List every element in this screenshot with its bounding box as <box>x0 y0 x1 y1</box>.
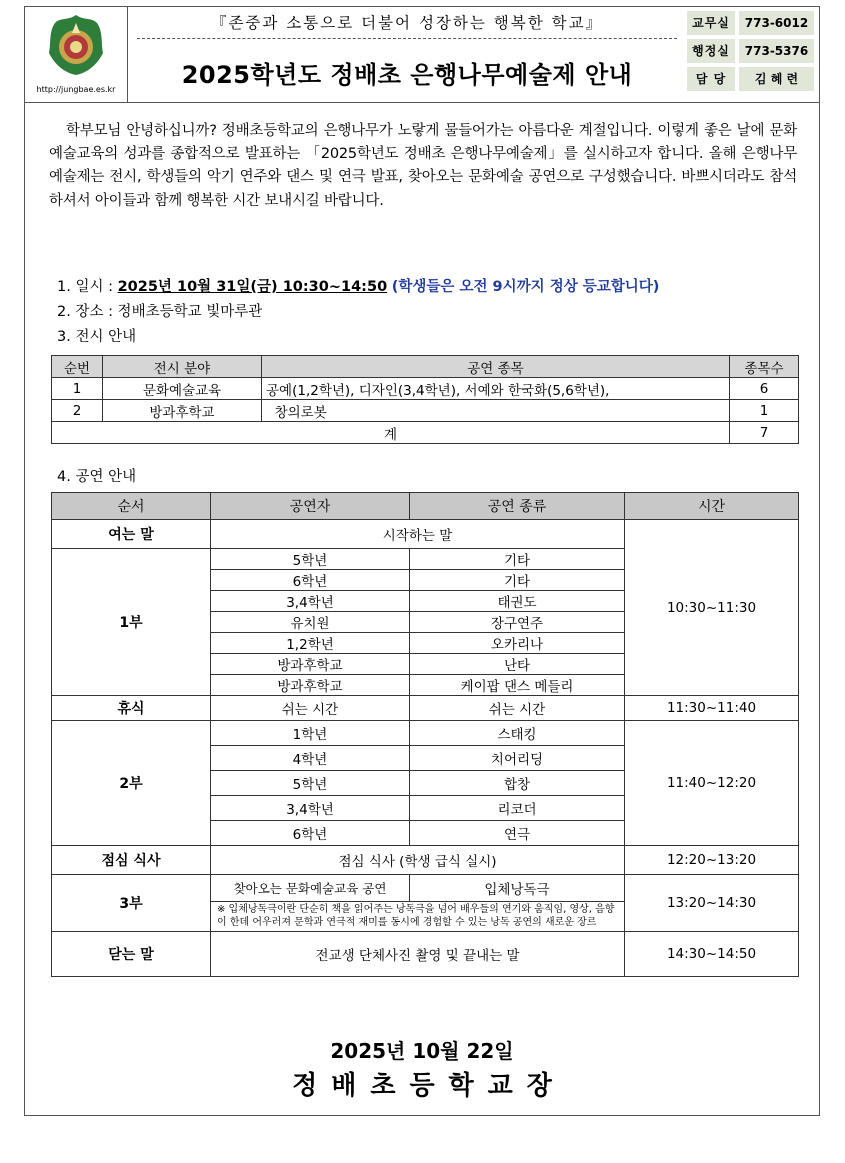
date-value: 2025년 10월 31일(금) 10:30~14:50 <box>117 279 388 295</box>
table-row <box>52 400 799 422</box>
kind-cell: 기타 <box>410 570 625 591</box>
total-value: 7 <box>730 422 799 444</box>
table-cell: 방과후학교 <box>103 400 262 422</box>
kind-cell: 스태킹 <box>410 721 625 746</box>
note-cell: ※ 입체낭독극이란 단순히 책을 읽어주는 낭독극을 넘어 배우들의 연기와 움직임, 영상, 음향이 한데 어우러져 문학과 연극적 재미를 동시에 경험할 수 있는 낭독 공연의 새로운 장르 <box>211 902 625 932</box>
kind-cell: 치어리딩 <box>410 746 625 771</box>
table-row <box>52 721 799 746</box>
kind-cell: 합창 <box>410 771 625 796</box>
performer-cell: 쉬는 시간 <box>211 696 410 721</box>
contact-row <box>685 39 818 65</box>
principal-signature: 정배초등학교장 <box>292 1071 566 1101</box>
order-cell: 닫는 말 <box>52 932 211 977</box>
order-cell: 여는 말 <box>52 520 211 549</box>
order-cell: 2부 <box>52 721 211 846</box>
performer-cell: 3,4학년 <box>211 796 410 821</box>
kind-cell: 쉬는 시간 <box>410 696 625 721</box>
intro-paragraph: 학부모님 안녕하십니까? 정배초등학교의 은행나무가 노랗게 물들어가는 아름다운 계절입니다. 이렇게 좋은 날에 문화예술교육의 성과를 종합적으로 발표하는 「2025학년도 정배초 은행나무예술제」를 실시하고자 합니다. 올해 은행나무 예술제는 전시, 학생들의 악기 연주와 댄스 및 연극 발표, 찾아오는 문화예술 공연으로 구성했습니다. 바쁘시더라도 참석하셔서 아이들과 함께 행복한 시간 보내시길 바랍니다. <box>49 123 797 209</box>
contact-label: 교무실 <box>687 11 735 35</box>
performance-table <box>51 492 799 977</box>
kind-cell: 리코더 <box>410 796 625 821</box>
header <box>25 7 819 103</box>
col-header: 순서 <box>52 493 211 520</box>
kind-cell: 케이팝 댄스 메들리 <box>410 675 625 696</box>
item-exhibit-heading: 3. 전시 안내 <box>57 329 137 345</box>
kind-cell: 장구연주 <box>410 612 625 633</box>
table-row <box>52 846 799 875</box>
table-cell: 1 <box>730 400 799 422</box>
table-total-row <box>52 422 799 444</box>
performer-cell: 5학년 <box>211 771 410 796</box>
performer-cell: 1,2학년 <box>211 633 410 654</box>
time-cell: 12:20~13:20 <box>625 846 799 875</box>
table-row <box>52 520 799 549</box>
col-header: 전시 분야 <box>103 356 262 378</box>
time-cell: 14:30~14:50 <box>625 932 799 977</box>
kind-cell: 입체낭독극 <box>410 875 625 902</box>
contact-label: 담 당 <box>687 67 735 91</box>
performer-cell: 찾아오는 문화예술교육 공연 <box>211 875 410 902</box>
kind-cell: 오카리나 <box>410 633 625 654</box>
contact-value: 김 혜 련 <box>739 67 814 91</box>
performer-cell: 4학년 <box>211 746 410 771</box>
kind-cell: 기타 <box>410 549 625 570</box>
page-title: 2025학년도 정배초 은행나무예술제 안내 <box>181 61 633 89</box>
time-cell: 11:40~12:20 <box>625 721 799 846</box>
table-row <box>52 932 799 977</box>
content-cell: 점심 식사 (학생 급식 실시) <box>211 846 625 875</box>
time-cell: 10:30~11:30 <box>625 520 799 696</box>
performer-cell: 3,4학년 <box>211 591 410 612</box>
performer-cell: 방과후학교 <box>211 675 410 696</box>
content-cell: 시작하는 말 <box>211 520 625 549</box>
contact-value: 773-5376 <box>739 39 814 63</box>
table-cell: 문화예술교육 <box>103 378 262 400</box>
table-header-row <box>52 493 799 520</box>
item-perform-heading: 4. 공연 안내 <box>57 469 137 485</box>
col-header: 공연 종류 <box>410 493 625 520</box>
kind-cell: 난타 <box>410 654 625 675</box>
col-header: 순번 <box>52 356 103 378</box>
table-cell: 공예(1,2학년), 디자인(3,4학년), 서예와 한국화(5,6학년), <box>262 378 730 400</box>
col-header: 종목수 <box>730 356 799 378</box>
contact-box <box>685 11 818 95</box>
table-cell: 2 <box>52 400 103 422</box>
contact-row <box>685 11 818 37</box>
issue-date: 2025년 10월 22일 <box>330 1039 514 1063</box>
table-row <box>52 696 799 721</box>
time-cell: 13:20~14:30 <box>625 875 799 932</box>
date-note: (학생들은 오전 9시까지 정상 등교합니다) <box>391 279 660 295</box>
item-place: 2. 장소 : 정배초등학교 빛마루관 <box>57 304 263 320</box>
school-motto: 『존중과 소통으로 더불어 성장하는 행복한 학교』 <box>210 14 604 32</box>
performer-cell: 6학년 <box>211 570 410 591</box>
table-cell: 6 <box>730 378 799 400</box>
total-label: 계 <box>52 422 730 444</box>
divider <box>137 38 677 39</box>
document-frame <box>24 6 820 1116</box>
col-header: 공연자 <box>211 493 410 520</box>
item-date <box>57 275 659 296</box>
performer-cell: 방과후학교 <box>211 654 410 675</box>
contact-row <box>685 67 818 93</box>
performer-cell: 6학년 <box>211 821 410 846</box>
contact-label: 행정실 <box>687 39 735 63</box>
performer-cell: 유치원 <box>211 612 410 633</box>
exhibit-table <box>51 355 799 444</box>
time-cell: 11:30~11:40 <box>625 696 799 721</box>
order-cell: 휴식 <box>52 696 211 721</box>
performer-cell: 1학년 <box>211 721 410 746</box>
contact-value: 773-6012 <box>739 11 814 35</box>
order-cell: 점심 식사 <box>52 846 211 875</box>
school-url[interactable]: http://jungbae.es.kr <box>36 85 116 94</box>
table-row <box>52 875 799 902</box>
table-cell: 창의로봇 <box>262 400 730 422</box>
performer-cell: 5학년 <box>211 549 410 570</box>
kind-cell: 연극 <box>410 821 625 846</box>
table-header-row <box>52 356 799 378</box>
order-cell: 3부 <box>52 875 211 932</box>
content-cell: 전교생 단체사진 촬영 및 끝내는 말 <box>211 932 625 977</box>
col-header: 공연 종목 <box>262 356 730 378</box>
school-emblem-icon <box>47 13 105 77</box>
kind-cell: 태권도 <box>410 591 625 612</box>
table-cell: 1 <box>52 378 103 400</box>
col-header: 시간 <box>625 493 799 520</box>
date-label: 1. 일시 : <box>57 279 118 295</box>
logo-cell <box>25 7 128 102</box>
table-row <box>52 378 799 400</box>
order-cell: 1부 <box>52 549 211 696</box>
